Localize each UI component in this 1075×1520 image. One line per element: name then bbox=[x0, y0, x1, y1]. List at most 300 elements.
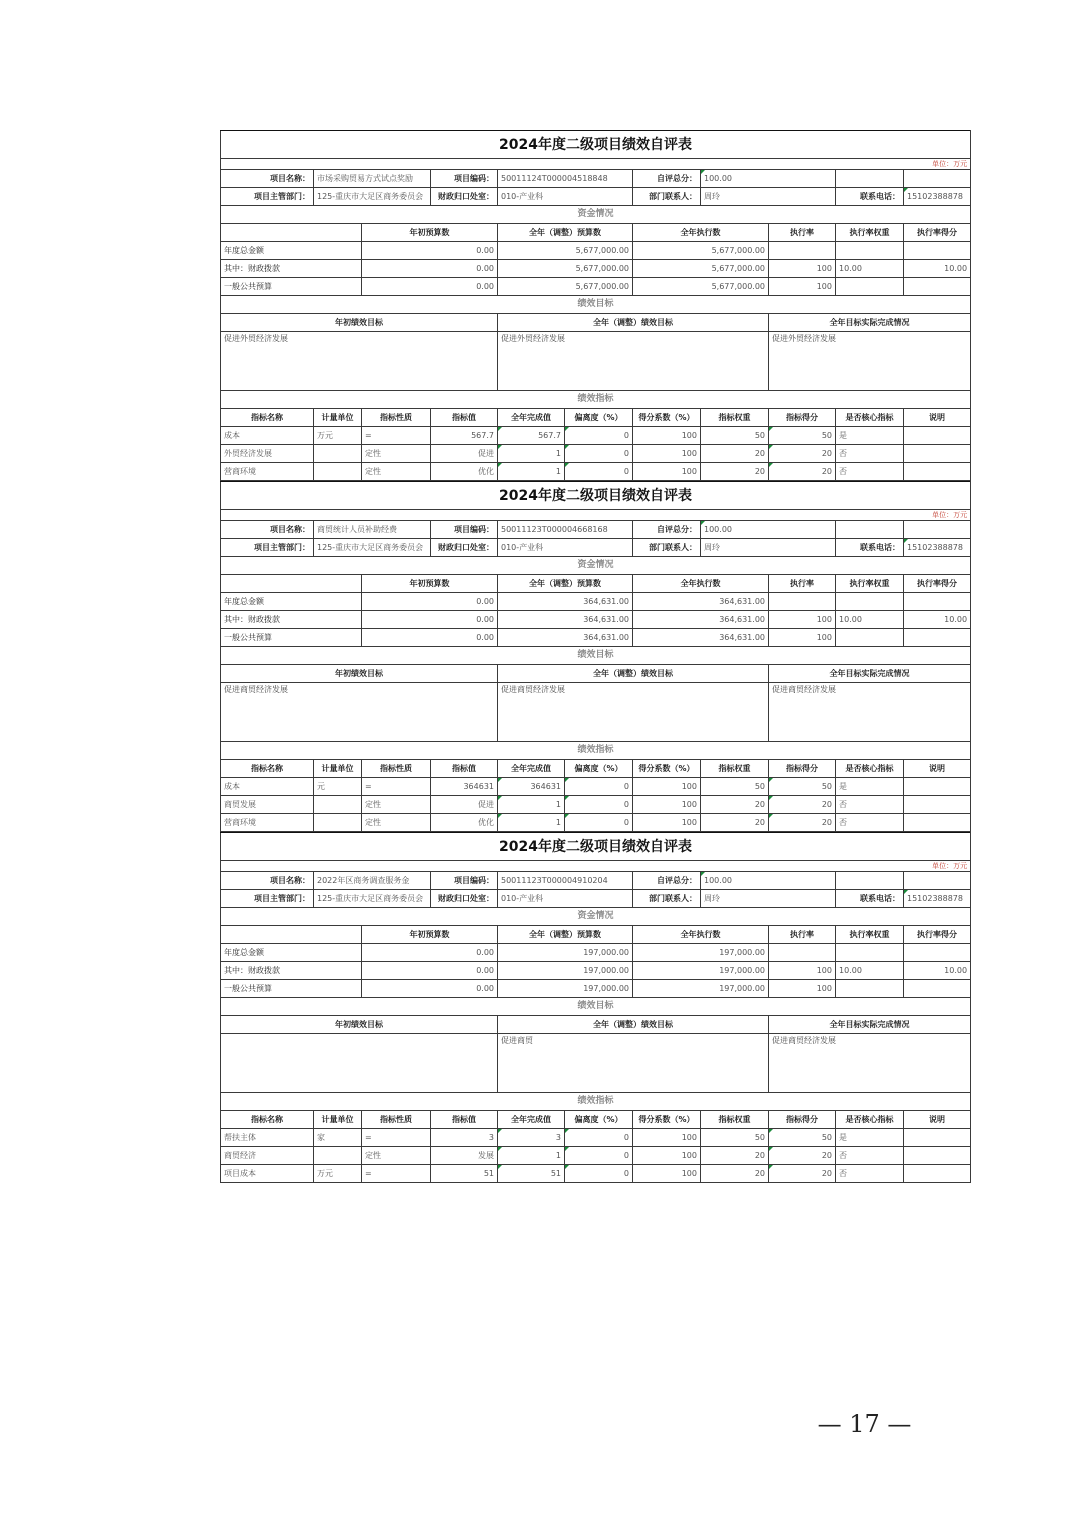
indicator-score: 20 bbox=[769, 796, 836, 814]
goals-text-row bbox=[221, 683, 971, 742]
project-code-value: 50011123T000004910204 bbox=[498, 872, 633, 890]
indicator-unit bbox=[314, 796, 362, 814]
indicator-coef: 100 bbox=[633, 463, 701, 481]
indicator-value: 3 bbox=[431, 1129, 498, 1147]
indicator-score: 20 bbox=[769, 1165, 836, 1183]
fund-rate: 100 bbox=[769, 980, 836, 998]
indicator-score: 50 bbox=[769, 1129, 836, 1147]
fund-weight bbox=[836, 593, 904, 611]
column-header: 年初预算数 bbox=[362, 926, 498, 944]
evaluation-sheet bbox=[220, 130, 970, 481]
indicator-weight: 50 bbox=[701, 427, 769, 445]
project-name-label: 项目名称： bbox=[221, 872, 314, 890]
indicator-unit: 万元 bbox=[314, 427, 362, 445]
indicator-unit bbox=[314, 814, 362, 832]
finance-office-value: 010-产业科 bbox=[498, 890, 633, 908]
fund-rate: 100 bbox=[769, 629, 836, 647]
goal-actual: 促进外贸经济发展 bbox=[769, 332, 971, 391]
funds-row bbox=[221, 260, 971, 278]
column-header: 指标权重 bbox=[701, 760, 769, 778]
section-row bbox=[221, 998, 971, 1016]
column-header: 得分系数（%） bbox=[633, 1111, 701, 1129]
self-score-value: 100.00 bbox=[701, 521, 836, 539]
funds-row bbox=[221, 593, 971, 611]
indicator-name: 营商环境 bbox=[221, 463, 314, 481]
indicator-coef: 100 bbox=[633, 427, 701, 445]
fund-initial: 0.00 bbox=[362, 980, 498, 998]
indicator-value: 发展 bbox=[431, 1147, 498, 1165]
fund-score bbox=[904, 593, 971, 611]
finance-office-label: 财政归口处室： bbox=[431, 188, 498, 206]
indicator-nature: = bbox=[362, 1129, 431, 1147]
indicators-section-title: 绩效指标 bbox=[221, 1093, 971, 1111]
phone-label: 联系电话： bbox=[836, 188, 904, 206]
column-header: 计量单位 bbox=[314, 760, 362, 778]
fund-score bbox=[904, 242, 971, 260]
self-score-label: 自评总分： bbox=[633, 170, 701, 188]
indicator-note bbox=[904, 814, 971, 832]
project-info-row bbox=[221, 188, 971, 206]
goals-header-row bbox=[221, 314, 971, 332]
column-header: 指标性质 bbox=[362, 1111, 431, 1129]
sheet-title-row bbox=[221, 833, 971, 861]
fund-initial: 0.00 bbox=[362, 260, 498, 278]
indicator-nature: = bbox=[362, 778, 431, 796]
indicator-core: 是 bbox=[836, 778, 904, 796]
empty-cell bbox=[836, 521, 904, 539]
funds-row bbox=[221, 242, 971, 260]
column-header: 指标得分 bbox=[769, 760, 836, 778]
column-header: 得分系数（%） bbox=[633, 409, 701, 427]
project-name-value: 2022年区商务调查服务金 bbox=[314, 872, 431, 890]
section-row bbox=[221, 557, 971, 575]
indicator-nature: = bbox=[362, 427, 431, 445]
fund-weight: 10.00 bbox=[836, 611, 904, 629]
fund-score: 10.00 bbox=[904, 962, 971, 980]
fund-executed: 364,631.00 bbox=[633, 593, 769, 611]
fund-adjusted: 197,000.00 bbox=[498, 944, 633, 962]
unit-row bbox=[221, 510, 971, 521]
unit-label: 单位：万元 bbox=[221, 159, 971, 170]
column-header: 全年完成值 bbox=[498, 760, 565, 778]
indicator-weight: 20 bbox=[701, 1147, 769, 1165]
empty-cell bbox=[836, 872, 904, 890]
fund-score bbox=[904, 980, 971, 998]
fund-row-label: 年度总金额 bbox=[221, 944, 362, 962]
indicator-nature: 定性 bbox=[362, 463, 431, 481]
column-header: 全年完成值 bbox=[498, 1111, 565, 1129]
indicator-weight: 20 bbox=[701, 445, 769, 463]
indicator-coef: 100 bbox=[633, 445, 701, 463]
indicator-score: 50 bbox=[769, 778, 836, 796]
indicators-header-row bbox=[221, 760, 971, 778]
funds-row bbox=[221, 629, 971, 647]
fund-executed: 197,000.00 bbox=[633, 944, 769, 962]
goal-adjusted: 促进商贸经济发展 bbox=[498, 683, 769, 742]
indicator-done: 1 bbox=[498, 463, 565, 481]
indicator-score: 20 bbox=[769, 1147, 836, 1165]
fund-adjusted: 5,677,000.00 bbox=[498, 260, 633, 278]
funds-row bbox=[221, 944, 971, 962]
project-info-row bbox=[221, 872, 971, 890]
evaluation-sheet bbox=[220, 481, 970, 832]
contact-label: 部门联系人： bbox=[633, 539, 701, 557]
project-name-value: 市场采购贸易方式试点奖励 bbox=[314, 170, 431, 188]
indicator-coef: 100 bbox=[633, 1165, 701, 1183]
funds-row bbox=[221, 962, 971, 980]
goals-header-row bbox=[221, 665, 971, 683]
fund-executed: 197,000.00 bbox=[633, 962, 769, 980]
empty-cell bbox=[221, 926, 362, 944]
indicator-row bbox=[221, 1165, 971, 1183]
column-header: 全年（调整）预算数 bbox=[498, 926, 633, 944]
section-row bbox=[221, 1093, 971, 1111]
indicator-deviation: 0 bbox=[565, 1165, 633, 1183]
indicators-section-title: 绩效指标 bbox=[221, 742, 971, 760]
finance-office-label: 财政归口处室： bbox=[431, 539, 498, 557]
contact-label: 部门联系人： bbox=[633, 188, 701, 206]
fund-weight bbox=[836, 278, 904, 296]
funds-section-title: 资金情况 bbox=[221, 908, 971, 926]
column-header: 全年目标实际完成情况 bbox=[769, 665, 971, 683]
indicator-core: 否 bbox=[836, 814, 904, 832]
indicator-score: 50 bbox=[769, 427, 836, 445]
indicator-done: 51 bbox=[498, 1165, 565, 1183]
column-header: 是否核心指标 bbox=[836, 1111, 904, 1129]
finance-office-value: 010-产业科 bbox=[498, 539, 633, 557]
indicator-core: 是 bbox=[836, 1129, 904, 1147]
empty-cell bbox=[904, 170, 971, 188]
indicator-done: 1 bbox=[498, 814, 565, 832]
fund-initial: 0.00 bbox=[362, 962, 498, 980]
sheet-title-row bbox=[221, 482, 971, 510]
self-score-label: 自评总分： bbox=[633, 872, 701, 890]
self-score-label: 自评总分： bbox=[633, 521, 701, 539]
indicator-done: 364631 bbox=[498, 778, 565, 796]
goals-section-title: 绩效目标 bbox=[221, 296, 971, 314]
fund-rate bbox=[769, 944, 836, 962]
project-info-row bbox=[221, 890, 971, 908]
indicator-name: 商贸发展 bbox=[221, 796, 314, 814]
project-name-label: 项目名称： bbox=[221, 521, 314, 539]
goal-initial: 促进外贸经济发展 bbox=[221, 332, 498, 391]
indicator-deviation: 0 bbox=[565, 1147, 633, 1165]
indicator-name: 营商环境 bbox=[221, 814, 314, 832]
contact-value: 周玲 bbox=[701, 188, 836, 206]
empty-cell bbox=[836, 170, 904, 188]
column-header: 偏离度（%） bbox=[565, 409, 633, 427]
fund-rate: 100 bbox=[769, 260, 836, 278]
funds-header-row bbox=[221, 926, 971, 944]
indicator-done: 3 bbox=[498, 1129, 565, 1147]
sheet-title: 2024年度二级项目绩效自评表 bbox=[221, 482, 971, 510]
indicator-unit: 元 bbox=[314, 778, 362, 796]
column-header: 指标名称 bbox=[221, 1111, 314, 1129]
column-header: 年初绩效目标 bbox=[221, 665, 498, 683]
indicator-value: 促进 bbox=[431, 796, 498, 814]
dept-value: 125-重庆市大足区商务委员会 bbox=[314, 890, 431, 908]
column-header: 得分系数（%） bbox=[633, 760, 701, 778]
dept-value: 125-重庆市大足区商务委员会 bbox=[314, 539, 431, 557]
project-code-value: 50011123T000004668168 bbox=[498, 521, 633, 539]
funds-row bbox=[221, 980, 971, 998]
column-header: 说明 bbox=[904, 409, 971, 427]
column-header: 指标值 bbox=[431, 409, 498, 427]
self-score-value: 100.00 bbox=[701, 170, 836, 188]
dept-label: 项目主管部门： bbox=[221, 890, 314, 908]
funds-header-row bbox=[221, 224, 971, 242]
indicator-coef: 100 bbox=[633, 1129, 701, 1147]
fund-initial: 0.00 bbox=[362, 278, 498, 296]
indicator-note bbox=[904, 445, 971, 463]
column-header: 指标权重 bbox=[701, 1111, 769, 1129]
indicator-name: 商贸经济 bbox=[221, 1147, 314, 1165]
column-header: 全年完成值 bbox=[498, 409, 565, 427]
column-header: 执行率 bbox=[769, 575, 836, 593]
column-header: 年初预算数 bbox=[362, 224, 498, 242]
goals-header-row bbox=[221, 1016, 971, 1034]
fund-initial: 0.00 bbox=[362, 629, 498, 647]
sheet-title-row bbox=[221, 131, 971, 159]
fund-score bbox=[904, 629, 971, 647]
goal-initial bbox=[221, 1034, 498, 1093]
empty-cell bbox=[221, 224, 362, 242]
column-header: 执行率得分 bbox=[904, 224, 971, 242]
contact-label: 部门联系人： bbox=[633, 890, 701, 908]
column-header: 年初绩效目标 bbox=[221, 314, 498, 332]
section-row bbox=[221, 296, 971, 314]
indicator-note bbox=[904, 427, 971, 445]
fund-rate: 100 bbox=[769, 611, 836, 629]
column-header: 执行率 bbox=[769, 926, 836, 944]
project-code-value: 50011124T000004518848 bbox=[498, 170, 633, 188]
fund-executed: 5,677,000.00 bbox=[633, 260, 769, 278]
column-header: 执行率权重 bbox=[836, 926, 904, 944]
project-info-row bbox=[221, 521, 971, 539]
project-info-row bbox=[221, 170, 971, 188]
fund-executed: 5,677,000.00 bbox=[633, 242, 769, 260]
column-header: 计量单位 bbox=[314, 409, 362, 427]
indicator-coef: 100 bbox=[633, 796, 701, 814]
fund-rate: 100 bbox=[769, 962, 836, 980]
indicator-deviation: 0 bbox=[565, 463, 633, 481]
project-code-label: 项目编码： bbox=[431, 521, 498, 539]
indicator-deviation: 0 bbox=[565, 427, 633, 445]
indicator-note bbox=[904, 796, 971, 814]
indicator-coef: 100 bbox=[633, 814, 701, 832]
indicator-deviation: 0 bbox=[565, 796, 633, 814]
goals-text-row bbox=[221, 332, 971, 391]
column-header: 全年（调整）绩效目标 bbox=[498, 665, 769, 683]
fund-row-label: 其中：财政拨款 bbox=[221, 260, 362, 278]
fund-adjusted: 5,677,000.00 bbox=[498, 278, 633, 296]
indicator-done: 1 bbox=[498, 796, 565, 814]
indicator-note bbox=[904, 1129, 971, 1147]
empty-cell bbox=[904, 521, 971, 539]
project-name-value: 商贸统计人员补助经费 bbox=[314, 521, 431, 539]
section-row bbox=[221, 391, 971, 409]
column-header: 指标值 bbox=[431, 760, 498, 778]
column-header: 指标权重 bbox=[701, 409, 769, 427]
indicator-name: 外贸经济发展 bbox=[221, 445, 314, 463]
indicator-deviation: 0 bbox=[565, 778, 633, 796]
funds-row bbox=[221, 278, 971, 296]
goals-section-title: 绩效目标 bbox=[221, 647, 971, 665]
column-header: 计量单位 bbox=[314, 1111, 362, 1129]
indicator-row bbox=[221, 1147, 971, 1165]
column-header: 是否核心指标 bbox=[836, 409, 904, 427]
indicator-row bbox=[221, 463, 971, 481]
column-header: 全年目标实际完成情况 bbox=[769, 314, 971, 332]
finance-office-label: 财政归口处室： bbox=[431, 890, 498, 908]
indicator-core: 是 bbox=[836, 427, 904, 445]
column-header: 全年执行数 bbox=[633, 575, 769, 593]
indicator-unit: 家 bbox=[314, 1129, 362, 1147]
fund-adjusted: 364,631.00 bbox=[498, 629, 633, 647]
indicator-unit bbox=[314, 445, 362, 463]
indicator-name: 成本 bbox=[221, 778, 314, 796]
fund-score bbox=[904, 278, 971, 296]
indicator-deviation: 0 bbox=[565, 445, 633, 463]
indicators-header-row bbox=[221, 1111, 971, 1129]
indicator-note bbox=[904, 1165, 971, 1183]
column-header: 指标名称 bbox=[221, 409, 314, 427]
fund-initial: 0.00 bbox=[362, 593, 498, 611]
indicator-unit bbox=[314, 463, 362, 481]
goal-adjusted: 促进外贸经济发展 bbox=[498, 332, 769, 391]
column-header: 全年（调整）绩效目标 bbox=[498, 1016, 769, 1034]
column-header: 全年执行数 bbox=[633, 224, 769, 242]
fund-adjusted: 364,631.00 bbox=[498, 593, 633, 611]
contact-value: 周玲 bbox=[701, 890, 836, 908]
fund-weight: 10.00 bbox=[836, 260, 904, 278]
column-header: 指标得分 bbox=[769, 409, 836, 427]
fund-rate bbox=[769, 242, 836, 260]
indicators-header-row bbox=[221, 409, 971, 427]
funds-row bbox=[221, 611, 971, 629]
funds-section-title: 资金情况 bbox=[221, 557, 971, 575]
phone-label: 联系电话： bbox=[836, 890, 904, 908]
fund-row-label: 一般公共预算 bbox=[221, 980, 362, 998]
indicator-value: 567.7 bbox=[431, 427, 498, 445]
fund-row-label: 其中：财政拨款 bbox=[221, 962, 362, 980]
indicator-nature: 定性 bbox=[362, 1147, 431, 1165]
phone-label: 联系电话： bbox=[836, 539, 904, 557]
fund-rate: 100 bbox=[769, 278, 836, 296]
fund-row-label: 一般公共预算 bbox=[221, 629, 362, 647]
dept-label: 项目主管部门： bbox=[221, 539, 314, 557]
indicator-done: 1 bbox=[498, 1147, 565, 1165]
finance-office-value: 010-产业科 bbox=[498, 188, 633, 206]
column-header: 执行率权重 bbox=[836, 224, 904, 242]
fund-row-label: 年度总金额 bbox=[221, 593, 362, 611]
indicator-nature: = bbox=[362, 1165, 431, 1183]
indicator-coef: 100 bbox=[633, 778, 701, 796]
fund-executed: 5,677,000.00 bbox=[633, 278, 769, 296]
indicator-unit bbox=[314, 1147, 362, 1165]
column-header: 执行率得分 bbox=[904, 575, 971, 593]
fund-weight bbox=[836, 944, 904, 962]
indicators-section-title: 绩效指标 bbox=[221, 391, 971, 409]
indicator-weight: 20 bbox=[701, 463, 769, 481]
fund-rate bbox=[769, 593, 836, 611]
indicator-deviation: 0 bbox=[565, 1129, 633, 1147]
indicator-row bbox=[221, 1129, 971, 1147]
contact-value: 周玲 bbox=[701, 539, 836, 557]
phone-value: 15102388878 bbox=[904, 188, 971, 206]
indicator-value: 51 bbox=[431, 1165, 498, 1183]
funds-header-row bbox=[221, 575, 971, 593]
column-header: 指标得分 bbox=[769, 1111, 836, 1129]
indicator-done: 567.7 bbox=[498, 427, 565, 445]
indicator-value: 364631 bbox=[431, 778, 498, 796]
empty-cell bbox=[221, 575, 362, 593]
section-row bbox=[221, 647, 971, 665]
indicator-name: 帮扶主体 bbox=[221, 1129, 314, 1147]
evaluation-document bbox=[220, 130, 970, 1183]
goal-adjusted: 促进商贸 bbox=[498, 1034, 769, 1093]
project-info-row bbox=[221, 539, 971, 557]
page-number: — 17 — bbox=[817, 1410, 912, 1438]
self-score-value: 100.00 bbox=[701, 872, 836, 890]
goals-section-title: 绩效目标 bbox=[221, 998, 971, 1016]
indicator-note bbox=[904, 463, 971, 481]
fund-adjusted: 364,631.00 bbox=[498, 611, 633, 629]
indicator-weight: 50 bbox=[701, 1129, 769, 1147]
phone-value: 15102388878 bbox=[904, 890, 971, 908]
indicator-row bbox=[221, 814, 971, 832]
column-header: 是否核心指标 bbox=[836, 760, 904, 778]
fund-row-label: 其中：财政拨款 bbox=[221, 611, 362, 629]
dept-label: 项目主管部门： bbox=[221, 188, 314, 206]
column-header: 执行率 bbox=[769, 224, 836, 242]
fund-weight bbox=[836, 242, 904, 260]
fund-weight bbox=[836, 980, 904, 998]
indicator-row bbox=[221, 796, 971, 814]
indicator-score: 20 bbox=[769, 463, 836, 481]
fund-adjusted: 197,000.00 bbox=[498, 980, 633, 998]
unit-label: 单位：万元 bbox=[221, 510, 971, 521]
indicator-row bbox=[221, 445, 971, 463]
indicator-core: 否 bbox=[836, 463, 904, 481]
fund-row-label: 年度总金额 bbox=[221, 242, 362, 260]
phone-value: 15102388878 bbox=[904, 539, 971, 557]
column-header: 说明 bbox=[904, 760, 971, 778]
unit-label: 单位：万元 bbox=[221, 861, 971, 872]
column-header: 指标名称 bbox=[221, 760, 314, 778]
fund-score bbox=[904, 944, 971, 962]
column-header: 执行率权重 bbox=[836, 575, 904, 593]
indicator-value: 促进 bbox=[431, 445, 498, 463]
unit-row bbox=[221, 159, 971, 170]
column-header: 全年（调整）预算数 bbox=[498, 575, 633, 593]
project-code-label: 项目编码： bbox=[431, 170, 498, 188]
indicator-score: 20 bbox=[769, 445, 836, 463]
goals-text-row bbox=[221, 1034, 971, 1093]
fund-executed: 364,631.00 bbox=[633, 629, 769, 647]
column-header: 全年目标实际完成情况 bbox=[769, 1016, 971, 1034]
indicator-nature: 定性 bbox=[362, 445, 431, 463]
column-header: 全年执行数 bbox=[633, 926, 769, 944]
column-header: 偏离度（%） bbox=[565, 1111, 633, 1129]
column-header: 指标值 bbox=[431, 1111, 498, 1129]
fund-adjusted: 5,677,000.00 bbox=[498, 242, 633, 260]
goal-actual: 促进商贸经济发展 bbox=[769, 1034, 971, 1093]
fund-initial: 0.00 bbox=[362, 944, 498, 962]
goal-initial: 促进商贸经济发展 bbox=[221, 683, 498, 742]
indicator-weight: 20 bbox=[701, 796, 769, 814]
indicator-row bbox=[221, 427, 971, 445]
